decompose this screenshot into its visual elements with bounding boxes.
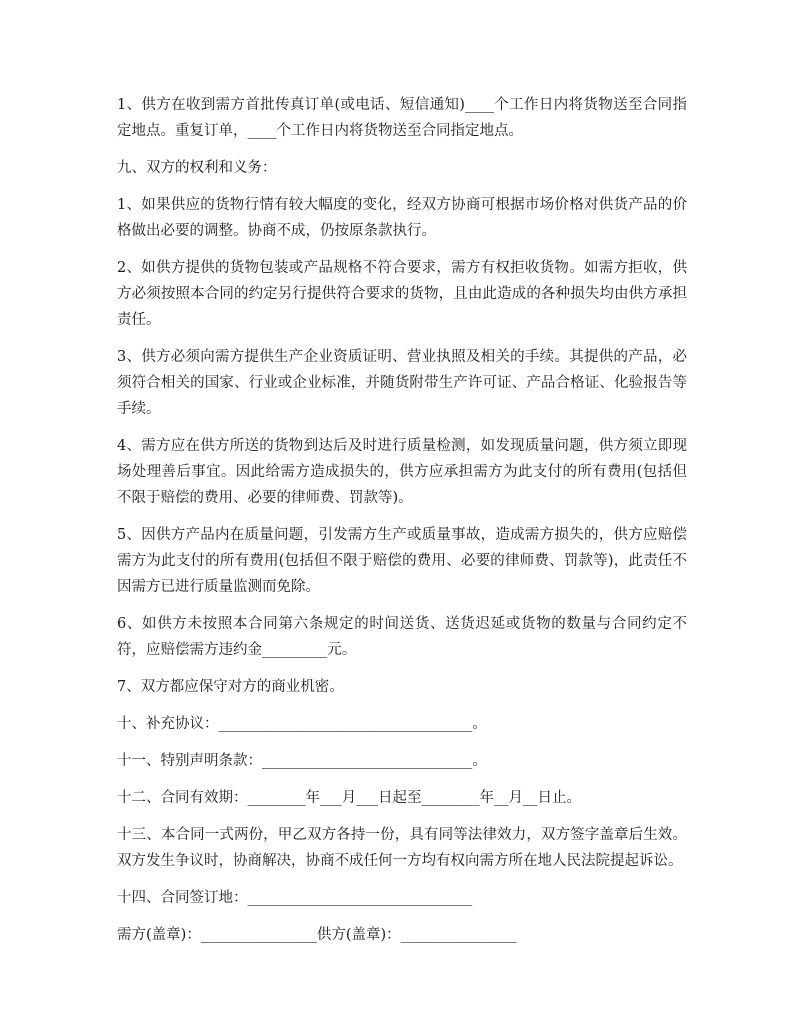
- clause-price-adjustment: 1、如果供应的货物行情有较大幅度的变化，经双方协商可根据市场价格对供货产品的价格做出必要的调整。协商不成，仍按原条款执行。: [117, 197, 687, 239]
- clause-rejection: 2、如供方提供的货物包装或产品规格不符合要求，需方有权拒收货物。如需方拒收，供方必须按照本合同的约定另行提供符合要求的货物，且由此造成的各种损失均由供方承担责任。: [117, 260, 687, 328]
- section-copies-disputes: 十三、本合同一式两份，甲乙双方各持一份，具有同等法律效力，双方签字盖章后生效。双方发生争议时，协商解决，协商不成任何一方均有权向需方所在地人民法院提起诉讼。: [117, 827, 687, 869]
- section-heading-rights-obligations: 九、双方的权利和义务：: [117, 160, 277, 176]
- clause-delivery-days: 1、供方在收到需方首批传真订单(或电话、短信通知)____个工作日内将货物送至合同指定地点。重复订单，____个工作日内将货物送至合同指定地点。: [117, 97, 687, 139]
- clause-quality-accident: 5、因供方产品内在质量问题，引发需方生产或质量事故，造成需方损失的，供方应赔偿需方为此支付的所有费用(包括但不限于赔偿的费用、必要的律师费、罚款等)，此责任不因需方已进行质量监测而免除。: [117, 527, 687, 595]
- section-special-statement: 十一、特别声明条款：_____________________________。: [117, 753, 487, 769]
- clause-qualification: 3、供方必须向需方提供生产企业资质证明、营业执照及相关的手续。其提供的产品，必须符合相关的国家、行业或企业标准，并随货附带生产许可证、产品合格证、化验报告等手续。: [117, 349, 687, 417]
- section-signing-place: 十四、合同签订地：_______________________________: [117, 890, 473, 906]
- document-body: [117, 92, 687, 959]
- clause-quality-inspection: 4、需方应在供方所送的货物到达后及时进行质量检测，如发现质量问题，供方须立即现场处理善后事宜。因此给需方造成损失的，供方应承担需方为此支付的所有费用(包括但不限于赔偿的费用、必要的律师费、罚款等)。: [117, 438, 687, 506]
- section-validity-period: 十二、合同有效期：________年___月___日起至________年__月__日止。: [117, 790, 581, 806]
- signature-line: 需方(盖章)：________________供方(盖章)：________________: [117, 927, 517, 943]
- clause-breach-penalty: 6、如供方未按照本合同第六条规定的时间送货、送货迟延或货物的数量与合同约定不符，应赔偿需方违约金_________元。: [117, 616, 687, 658]
- clause-confidentiality: 7、双方都应保守对方的商业机密。: [117, 679, 344, 695]
- section-supplementary-agreement: 十、补充协议：___________________________________。: [117, 716, 487, 732]
